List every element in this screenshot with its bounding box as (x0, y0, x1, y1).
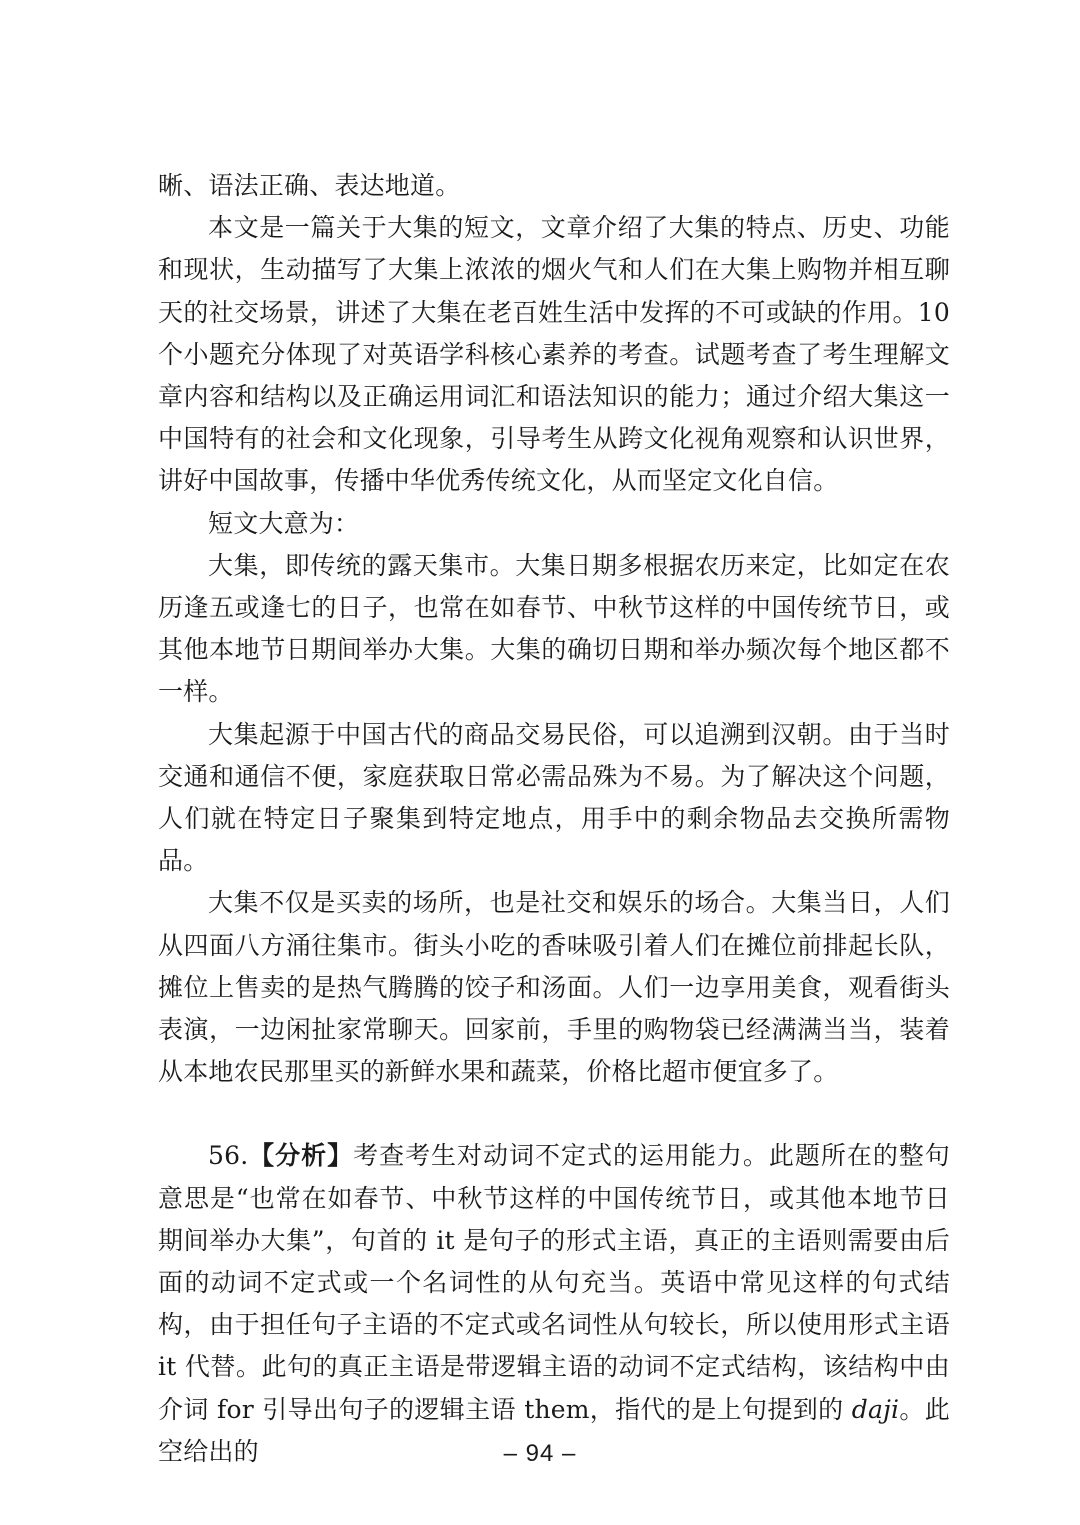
analysis-text-a: 考查考生对动词不定式的运用能力。此题所在的整句意思是“也常在如春节、中秋节这样的中国传统节日，或其他本地节日期间举办大集”，句首的 it 是句子的形式主语，真正的主语则需要由后面的动词不定式或一个名词性的从句充当。英语中常见这样的句式结构，由于担任句子主语的不定式或名词性从句较长，所以使用形式主语 it 代替。此句的真正主语是带逻辑主语的动词不定式结构，该结构中由介词 for 引导出句子的逻辑主语 them，指代的是上句提到的 (158, 1141, 950, 1424)
paragraph-continuation: 晰、语法正确、表达地道。 (158, 171, 461, 200)
document-body (158, 165, 950, 1473)
question-number: 56. (208, 1141, 249, 1171)
page-number: – 94 – (503, 1440, 577, 1467)
analysis-tag: 【分析】 (248, 1141, 354, 1171)
paragraph-summary-3: 大集不仅是买卖的场所，也是社交和娱乐的场合。大集当日，人们从四面八方涌往集市。街头小吃的香味吸引着人们在摊位前排起长队，摊位上售卖的是热气腾腾的饺子和汤面。人们一边享用美食，观看街头表演，一边闲扯家常聊天。回家前，手里的购物袋已经满满当当，装着从本地农民那里买的新鲜水果和蔬菜，价格比超市便宜多了。 (158, 888, 950, 1087)
paragraph-summary-2: 大集起源于中国古代的商品交易民俗，可以追溯到汉朝。由于当时交通和通信不便，家庭获取日常必需品殊为不易。为了解决这个问题，人们就在特定日子聚集到特定地点，用手中的剩余物品去交换所需物品。 (158, 719, 950, 876)
analysis-text-b: 。此空给出的 (158, 1394, 950, 1466)
paragraph-overview: 本文是一篇关于大集的短文，文章介绍了大集的特点、历史、功能和现状，生动描写了大集上浓浓的烟火气和人们在大集上购物并相互聊天的社交场景，讲述了大集在老百姓生活中发挥的不可或缺的作用。10个小题充分体现了对英语学科核心素养的考查。试题考查了考生理解文章内容和结构以及正确运用词汇和语法知识的能力；通过介绍大集这一中国特有的社会和文化现象，引导考生从跨文化视角观察和认识世界，讲好中国故事，传播中华优秀传统文化，从而坚定文化自信。 (158, 213, 950, 496)
paragraph-summary-heading: 短文大意为： (208, 508, 360, 538)
paragraph-analysis-56 (158, 1135, 950, 1473)
analysis-italic-term: daji (851, 1394, 900, 1424)
paragraph-summary-1: 大集，即传统的露天集市。大集日期多根据农历来定，比如定在农历逢五或逢七的日子，也常在如春节、中秋节这样的中国传统节日，或其他本地节日期间举办大集。大集的确切日期和举办频次每个地区都不一样。 (158, 550, 950, 707)
